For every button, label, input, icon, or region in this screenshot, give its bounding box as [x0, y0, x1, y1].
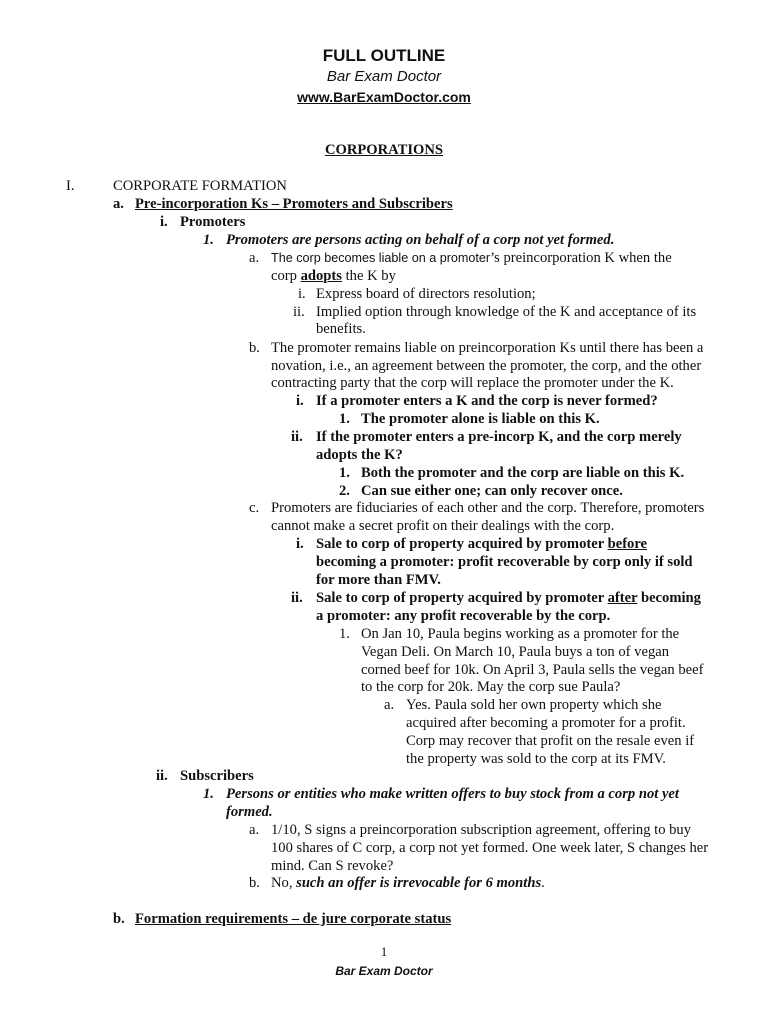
adopts-question-line-1: If the promoter enters a pre-incorp K, and the corp merely — [316, 429, 682, 445]
document-subtitle: Bar Exam Doctor — [326, 68, 442, 85]
example-line-4: to the corp for 20k. May the corp sue Paula? — [361, 679, 621, 695]
example-answer-line-2: acquired after becoming a promoter for a profit. — [406, 715, 686, 731]
heading-corporate-formation: CORPORATE FORMATION — [113, 178, 287, 194]
promoter-liability-line-1: The corp becomes liable on a promoter’s preincorporation K when the — [271, 250, 672, 266]
adoption-method-implied-line-1: Implied option through knowledge of the K and acceptance of its — [316, 304, 697, 320]
outline-marker-a: a. — [384, 697, 395, 713]
outline-marker-1: 1. — [203, 786, 214, 802]
fiduciaries-line-1: Promoters are fiduciaries of each other and the corp. Therefore, promoters — [271, 500, 705, 516]
adoption-method-express: Express board of directors resolution; — [316, 286, 536, 302]
novation-line-3: contracting party that the corp will replace the promoter under the K. — [271, 375, 674, 391]
example-answer-line-1: Yes. Paula sold her own property which she — [406, 697, 662, 713]
outline-marker-a: a. — [113, 196, 124, 212]
outline-marker-a: a. — [249, 250, 260, 266]
adopts-question-line-2: adopts the K? — [316, 447, 403, 463]
subscriber-example-line-3: mind. Can S revoke? — [271, 858, 394, 874]
heading-pre-incorporation: Pre-incorporation Ks – Promoters and Subscribers — [135, 196, 453, 212]
section-title: CORPORATIONS — [324, 142, 444, 158]
outline-marker-ii: ii. — [293, 304, 305, 320]
never-formed-question: If a promoter enters a K and the corp is never formed? — [316, 393, 658, 409]
outline-marker-b: b. — [113, 911, 125, 927]
subscriber-example-line-1: 1/10, S signs a preincorporation subscription agreement, offering to buy — [271, 822, 692, 838]
example-answer-line-3: Corp may recover that profit on the resale even if — [406, 733, 695, 749]
outline-marker-ii: ii. — [291, 590, 303, 606]
outline-marker-c: c. — [249, 500, 260, 516]
heading-formation-requirements: Formation requirements – de jure corporate status — [135, 911, 452, 927]
outline-marker-b: b. — [249, 875, 260, 891]
subscriber-example-line-2: 100 shares of C corp, a corp not yet formed. One week later, S changes her — [271, 840, 709, 856]
subscriber-definition-line-1: Persons or entities who make written offers to buy stock from a corp not yet — [226, 786, 679, 802]
novation-line-1: The promoter remains liable on preincorporation Ks until there has been a — [271, 340, 704, 356]
heading-subscribers: Subscribers — [180, 768, 254, 784]
outline-marker-1: 1. — [339, 626, 350, 642]
outline-marker-1: 1. — [339, 465, 350, 481]
fiduciaries-line-2: cannot make a secret profit on their dealings with the corp. — [271, 518, 615, 534]
example-line-1: On Jan 10, Paula begins working as a promoter for the — [361, 626, 680, 642]
subscriber-definition-line-2: formed. — [226, 804, 273, 820]
outline-marker-i: i. — [296, 393, 304, 409]
outline-marker-i: i. — [160, 214, 168, 230]
sale-after-line-2: a promoter: any profit recoverable by the corp. — [316, 608, 611, 624]
promoter-definition: Promoters are persons acting on behalf of a corp not yet formed. — [226, 232, 615, 248]
outline-marker-I: I. — [66, 178, 75, 194]
example-line-2: Vegan Deli. On March 10, Paula buys a ton of vegan — [361, 644, 670, 660]
heading-promoters: Promoters — [180, 214, 246, 230]
subscriber-answer: No, such an offer is irrevocable for 6 months. — [271, 875, 545, 891]
sale-after-line-1: Sale to corp of property acquired by promoter after becoming — [316, 590, 701, 606]
never-formed-answer: The promoter alone is liable on this K. — [361, 411, 600, 427]
document-title: FULL OUTLINE — [322, 46, 446, 65]
outline-marker-ii: ii. — [156, 768, 168, 784]
adopts-answer-2: Can sue either one; can only recover once. — [361, 483, 623, 499]
outline-marker-a: a. — [249, 822, 260, 838]
outline-marker-ii: ii. — [291, 429, 303, 445]
adoption-method-implied-line-2: benefits. — [316, 321, 366, 337]
outline-marker-i: i. — [296, 536, 304, 552]
page-number: 1 — [380, 944, 388, 959]
outline-marker-1: 1. — [339, 411, 350, 427]
example-answer-line-4: the property was sold to the corp at its FMV. — [406, 751, 666, 767]
promoter-liability-line-2: corp adopts the K by — [271, 268, 396, 284]
novation-line-2: novation, i.e., an agreement between the promoter, the corp, and the other — [271, 358, 702, 374]
footer-brand: Bar Exam Doctor — [335, 964, 433, 978]
sale-before-line-1: Sale to corp of property acquired by promoter before — [316, 536, 648, 552]
sale-before-line-3: for more than FMV. — [316, 572, 441, 588]
adopts-answer-1: Both the promoter and the corp are liable on this K. — [361, 465, 685, 481]
outline-marker-1: 1. — [203, 232, 214, 248]
example-line-3: corned beef for 10k. On April 3, Paula sells the vegan beef — [361, 662, 704, 678]
sale-before-line-2: becoming a promoter: profit recoverable by corp only if sold — [316, 554, 693, 570]
outline-marker-i: i. — [298, 286, 306, 302]
outline-marker-2: 2. — [339, 483, 350, 499]
outline-marker-b: b. — [249, 340, 260, 356]
website-link[interactable]: www.BarExamDoctor.com — [297, 89, 471, 105]
